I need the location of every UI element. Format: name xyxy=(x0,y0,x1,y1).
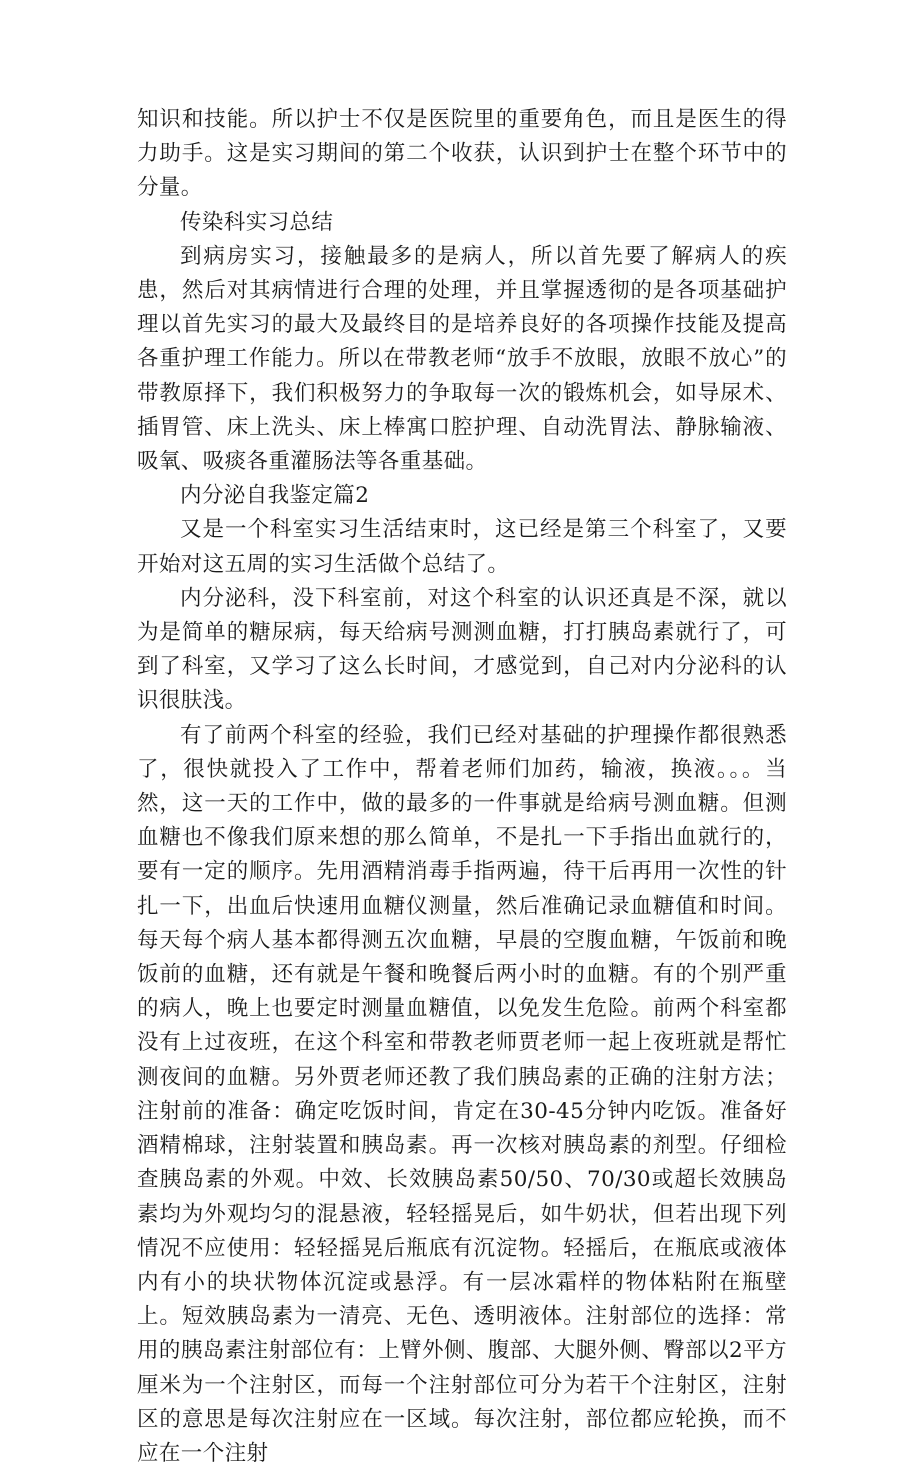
paragraph-ward-internship: 到病房实习，接触最多的是病人，所以首先要了解病人的疾患，然后对其病情进行合理的处理，并且掌握透彻的是各项基础护理以首先实习的最大及最终目的是培养良好的各项操作技能及提高各重护理工作能力。所以在带教老师“放手不放眼，放眼不放心”的带教原择下，我们积极努力的争取每一次的锻炼机会，如导尿术、插胃管、床上洗头、床上棒寓口腔护理、自动洗胃法、静脉输液、吸氧、吸痰各重灌肠法等各重基础。 xyxy=(137,243,787,475)
paragraph-third-dept: 又是一个科室实习生活结束时，这已经是第三个科室了，又要开始对这五周的实习生活做个总结了。 xyxy=(137,517,787,577)
document-body xyxy=(137,103,787,1471)
paragraph-continuation: 知识和技能。所以护士不仅是医院里的重要角色，而且是医生的得力助手。这是实习期间的第二个收获，认识到护士在整个环节中的分量。 xyxy=(137,107,787,201)
section-heading-infectious-dept: 传染科实习总结 xyxy=(180,209,334,235)
paragraph-endocrine-intro: 内分泌科，没下科室前，对这个科室的认识还真是不深，就以为是简单的糖尿病，每天给病号测测血糖，打打胰岛素就行了，可到了科室，又学习了这么长时间，才感觉到，自己对内分泌科的认识很肤浅。 xyxy=(137,585,787,714)
section-heading-endocrine: 内分泌自我鉴定篇2 xyxy=(180,483,370,509)
paragraph-blood-glucose-insulin: 有了前两个科室的经验，我们已经对基础的护理操作都很熟悉了，很快就投入了工作中，帮着老师们加药，输液，换液。。。当然，这一天的工作中，做的最多的一件事就是给病号测血糖。但测血糖也不像我们原来想的那么简单，不是扎一下手指出血就行的，要有一定的顺序。先用酒精消毒手指两遍，待干后再用一次性的针扎一下，出血后快速用血糖仪测量，然后准确记录血糖值和时间。每天每个病人基本都得测五次血糖，早晨的空腹血糖，午饭前和晚饭前的血糖，还有就是午餐和晚餐后两小时的血糖。有的个别严重的病人，晚上也要定时测量血糖值，以免发生危险。前两个科室都没有上过夜班，在这个科室和带教老师贾老师一起上夜班就是帮忙测夜间的血糖。另外贾老师还教了我们胰岛素的正确的注射方法；注射前的准备：确定吃饭时间，肯定在30-45分钟内吃饭。准备好酒精棉球，注射装置和胰岛素。再一次核对胰岛素的剂型。仔细检查胰岛素的外观。中效、长效胰岛素50/50、70/30或超长效胰岛素均为外观均匀的混悬液，轻轻摇晃后，如牛奶状，但若出现下列情况不应使用：轻轻摇晃后瓶底有沉淀物。轻摇后，在瓶底或液体内有小的块状物体沉淀或悬浮。有一层冰霜样的物体粘附在瓶壁上。短效胰岛素为一清亮、无色、透明液体。注射部位的选择：常用的胰岛素注射部位有：上臂外侧、腹部、大腿外侧、臀部以2平方厘米为一个注射区，而每一个注射部位可分为若干个注射区，注射区的意思是每次注射应在一区域。每次注射，部位都应轮换，而不应在一个注射 xyxy=(137,722,787,1466)
